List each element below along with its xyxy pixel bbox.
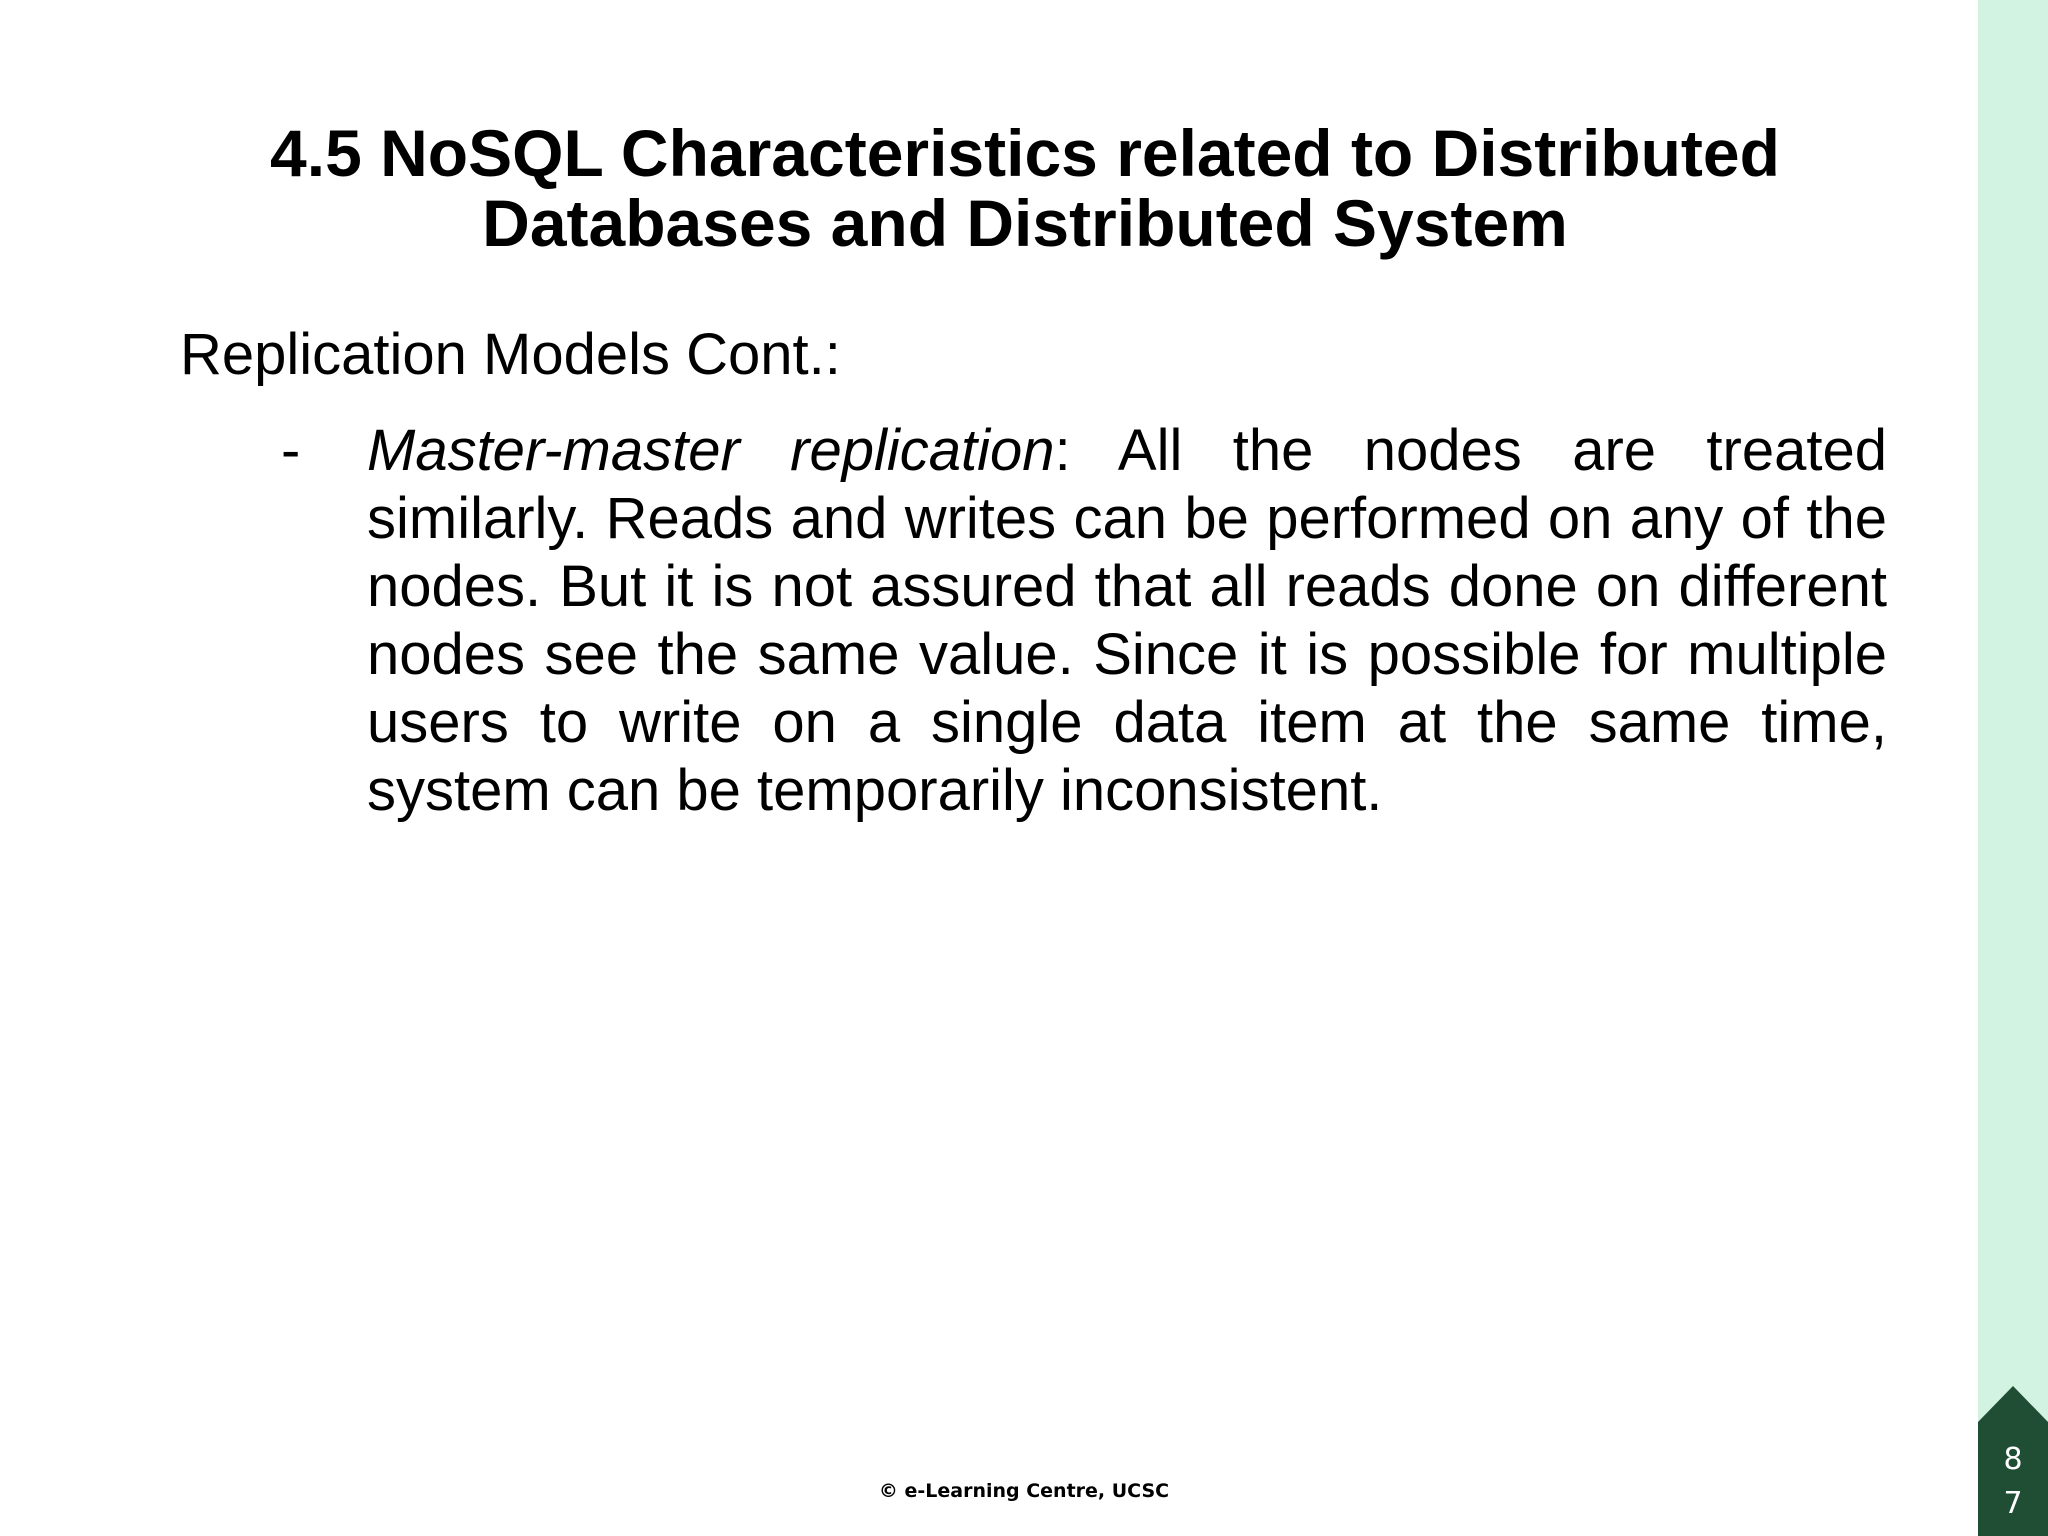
- side-band: [1978, 0, 2048, 1536]
- page-number-digit-2: 7: [2003, 1486, 2023, 1521]
- bullet-marker: -: [281, 418, 301, 483]
- slide-title-line-2: Databases and Distributed System: [482, 186, 1568, 260]
- bullet-term: Master-master replication: [367, 418, 1055, 483]
- bullet-separator: :: [1054, 418, 1071, 483]
- slide-title: [180, 118, 1870, 258]
- bullet-text: All the nodes are treated similarly. Reads and writes can be performed on any of the nodes. But it is not assured that all reads done on different nodes see the same value. Since it is possible for multiple users to write on a single data item at the same time, system can be temporarily inconsistent.: [367, 418, 1888, 823]
- page-number-badge: [1978, 1386, 2048, 1536]
- section-subheading: Replication Models Cont.:: [180, 322, 841, 387]
- page-number-digit-1: 8: [2003, 1442, 2023, 1477]
- slide-title-line-1: 4.5 NoSQL Characteristics related to Distributed: [270, 116, 1780, 190]
- footer-copyright: © e-Learning Centre, UCSC: [878, 1480, 1170, 1502]
- bullet-item: [367, 417, 1887, 825]
